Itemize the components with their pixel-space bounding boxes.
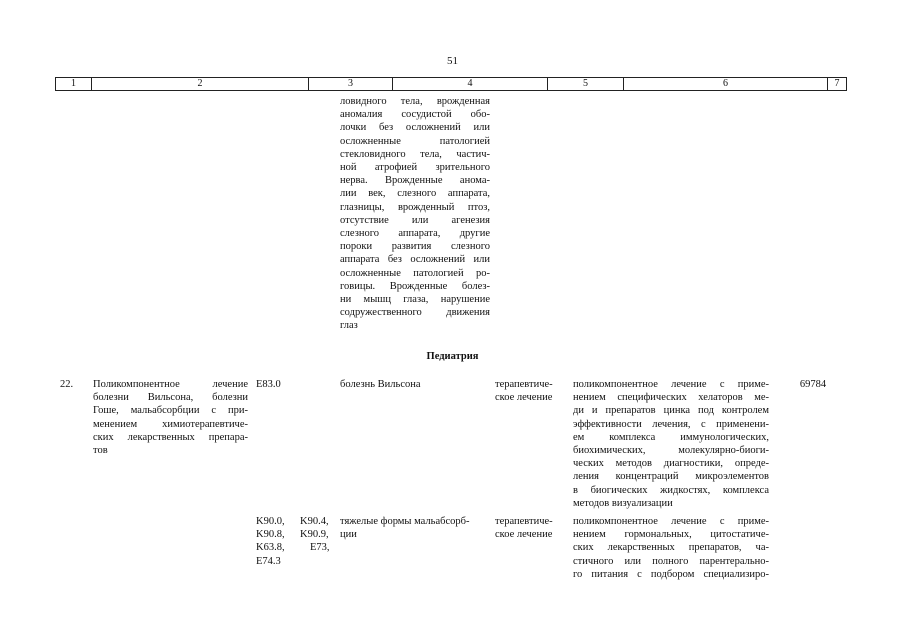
column-header-7: 7 [827, 78, 847, 90]
treatment-method: поликомпонентное лечение с приме- нением гормональных, цитостатиче- ских лекарственных препаратов, ча- стичного или полного парентерально- го питания с подбором специализиро- [573, 516, 769, 580]
column-header-5: 5 [547, 78, 623, 90]
column-header-3: 3 [308, 78, 392, 90]
disease-model: болезнь Вильсона [340, 379, 421, 390]
row-number: 22. [60, 379, 74, 390]
icd-codes-primary: K90.0, K90.8, K63.8, E74.3 [256, 516, 285, 567]
section-title: Педиатрия [426, 351, 479, 362]
column-header-6: 6 [623, 78, 827, 90]
treatment-name: Поликомпонентное лечение болезни Вильсона, болезни Гоше, мальабсорбции с при- менением химиотерапевтиче- ских лекарственных препара- тов [93, 379, 248, 457]
treatment-method: поликомпонентное лечение с приме- нением специфических хелаторов ме- ди и препаратов цинка под контролем эффективности лечения, с применени- ем комплекса иммунологических, биохимических, молекулярно-биоги- ческих методов диагностики, опреде- ления концентраций микроэлементов в биогических жидкостях, комплекса методов визуализации [573, 379, 769, 509]
disease-model: тяжелые формы мальабсорб- ции [340, 516, 470, 541]
column-header-4: 4 [392, 78, 547, 90]
table-header [55, 77, 847, 91]
treatment-type: терапевтиче- ское лечение [495, 379, 553, 404]
column-header-2: 2 [91, 78, 308, 90]
icd-codes-secondary: K90.4, K90.9, E73, [300, 516, 330, 554]
continuation-diagnosis-text: ловидного тела, врожденная аномалия сосудистой обо- лочки без осложнений или осложненные патологией стекловидного тела, частич- ной атрофией зрительного нерва. Врожденные анома- лии век, слезного аппарата, глазницы, врожденный птоз, отсутствие или агенезия слезного аппарата, другие пороки развития слезного аппарата без осложнений или осложненные патологией ро- говицы. Врожденные болез- ни мышц глаза, нарушение содружественного движения глаз [340, 96, 490, 332]
column-header-1: 1 [55, 78, 91, 90]
price-value: 69784 [799, 379, 827, 390]
icd-codes-primary: E83.0 [256, 379, 281, 390]
page-number: 51 [447, 55, 458, 67]
treatment-type: терапевтиче- ское лечение [495, 516, 553, 541]
